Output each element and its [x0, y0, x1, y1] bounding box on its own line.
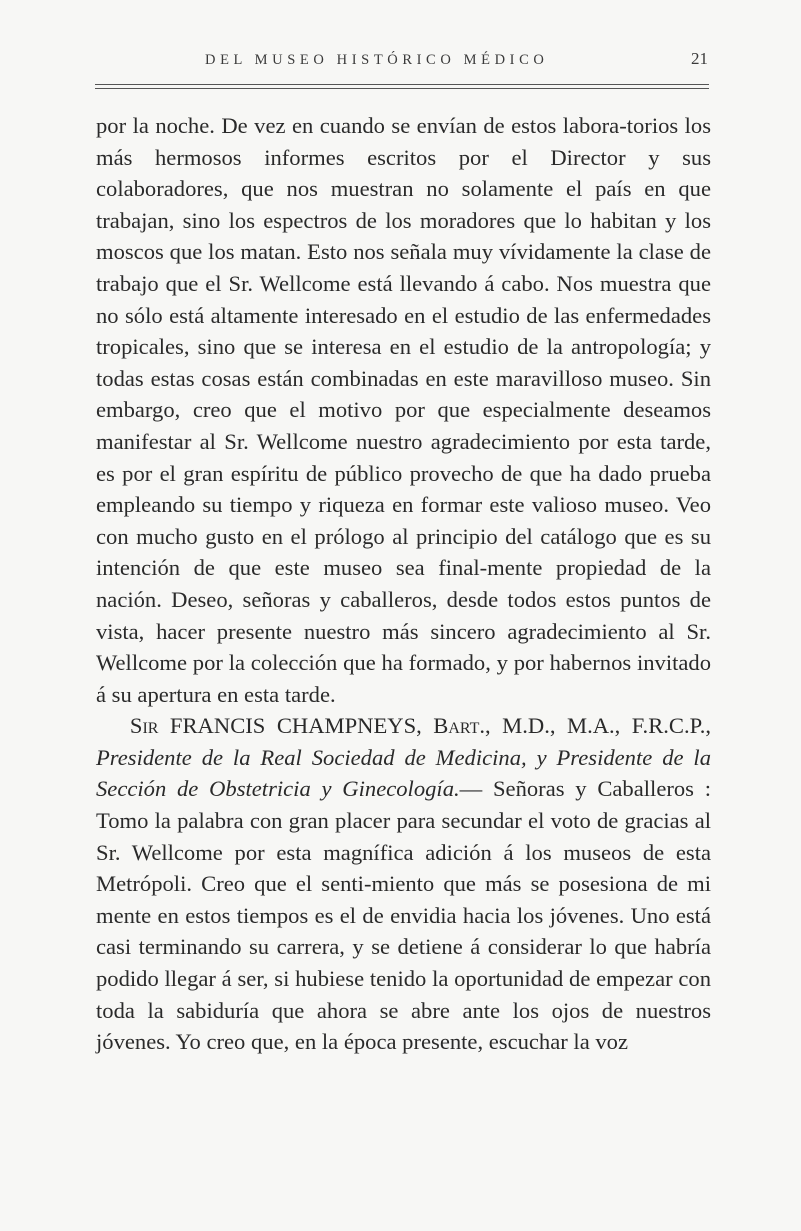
- page-number: 21: [691, 49, 708, 68]
- paragraph-1: por la noche. De vez en cuando se envían de estos labora-torios los más hermosos informes escritos por el Director y sus colaboradores, que nos muestran no solamente el país en que trabajan, sino los espectros de los moradores que lo habitan y los moscos que los matan. Esto nos señala muy vívidamente la clase de trabajo que el Sr. Wellcome está llevando á cabo. Nos muestra que no sólo está altamente interesado en el estudio de las enfermedades tropicales, sino que se interesa en el estudio de la antropología; y todas estas cosas están combinadas en este maravilloso museo. Sin embargo, creo que el motivo por que especialmente deseamos manifestar al Sr. Wellcome nuestro agradecimiento por esta tarde, es por el gran espíritu de público provecho de que ha dado prueba empleando su tiempo y riqueza en formar este valioso museo. Veo con mucho gusto en el prólogo al principio del catálogo que es su intención de que este museo sea final-mente propiedad de la nación. Deseo, señoras y caballeros, desde todos estos puntos de vista, hacer presente nuestro más sincero agradecimiento al Sr. Wellcome por la colección que ha formado, y por habernos invitado á su apertura en esta tarde.: [96, 113, 711, 707]
- speaker-title: Presidente de la Real Sociedad de Medicina, y Presidente de la Sección de Obstetricia y Ginecología.: [96, 744, 711, 802]
- body-text: [96, 110, 711, 1058]
- running-title: DEL MUSEO HISTÓRICO MÉDICO: [205, 52, 549, 68]
- header-rule-top: [95, 84, 709, 85]
- speech-text: — Señoras y Caballeros : Tomo la palabra con gran placer para secundar el voto de gracias al Sr. Wellcome por esta magnífica adición á los museos de esta Metrópoli. Creo que el senti-miento que más se posesiona de mi mente en estos tiempos es el de envidia hacia los jóvenes. Uno está casi terminando su carrera, y se detiene á considerar lo que habría podido llegar á ser, si hubiese tenido la oportunidad de empezar con toda la sabiduría que ahora se abre ante los ojos de nuestros jóvenes. Yo creo que, en la época presente, escuchar la voz: [96, 776, 711, 1055]
- speaker-name: Sir FRANCIS CHAMPNEYS, Bart., M.D., M.A., F.R.C.P.,: [129, 713, 711, 739]
- header-rule-bottom: [95, 88, 709, 89]
- paragraph-2: [96, 710, 711, 1058]
